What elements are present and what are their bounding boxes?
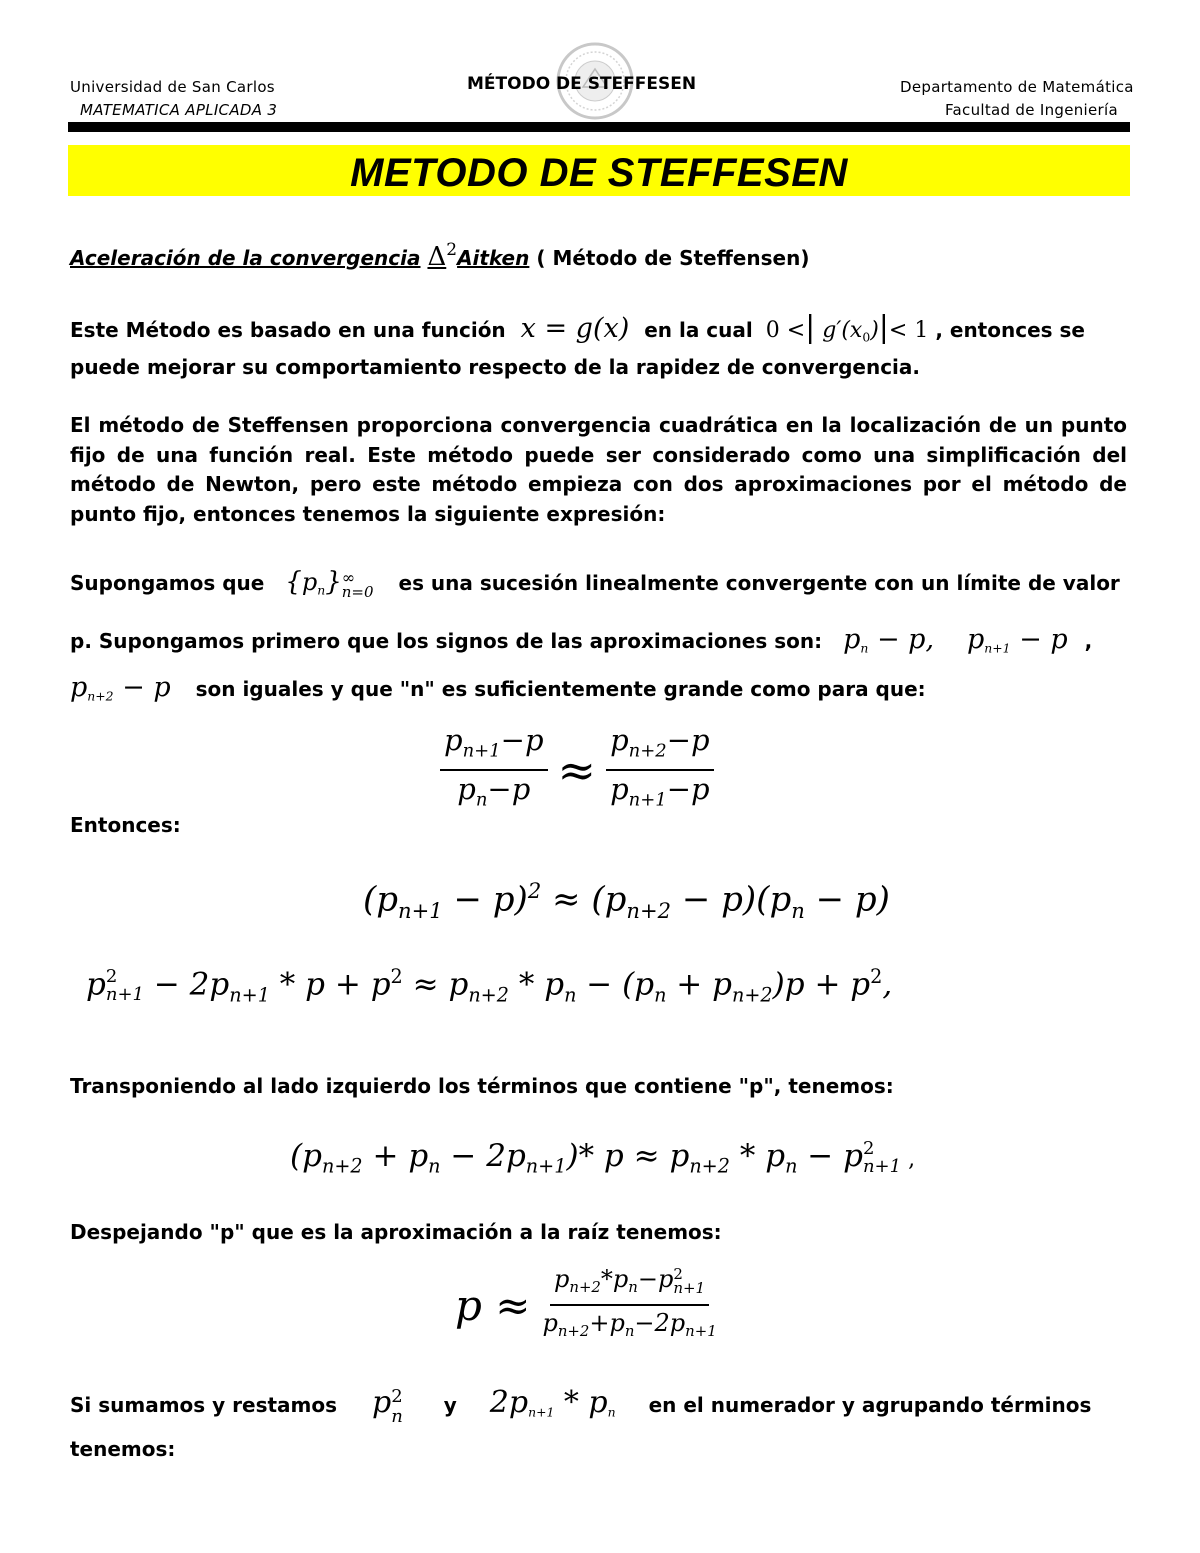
equation-transposed: $(p_{n+2} + p_n - 2p_{n+1})*$ $p \approx p_{n+2} * p_n - p$ 2 n+1 , <box>290 1137 916 1178</box>
equation-squared-approximation: $(p_{n+1} - p)^2 \approx (p_{n+2} - p)(p_n - p)$ <box>363 878 890 924</box>
paragraph-add-subtract: Si sumamos y restamos p 2 n y $2p_{n+1} * p_n$ en el numerador y agrupando términos <box>70 1385 1092 1427</box>
paragraph-sequence-line3: $p_{n+2} - p$ son iguales y que "n" es suficientemente grande como para que: <box>70 672 926 704</box>
header-university: Universidad de San Carlos <box>70 78 275 96</box>
paragraph-sequence: Supongamos que $\{p_n\}$ ∞ n=0 es una sucesión linealmente convergente con un límite de valor <box>70 567 1120 601</box>
paragraph-function-condition: Este Método es basado en una función x = g(x) en la cual 0 <| $g'(x_0)|< 1$ , entonces se <box>70 310 1085 345</box>
label-entonces: Entonces: <box>70 813 181 837</box>
header-course: MATEMATICA APLICADA 3 <box>80 101 278 119</box>
header-document-title: MÉTODO DE STEFFESEN <box>467 74 697 94</box>
paragraph-sequence-line2: p. Supongamos primero que los signos de las aproximaciones son: $p_n - p$, $p_{n+1} - p$ , <box>70 624 1093 656</box>
header-faculty: Facultad de Ingeniería <box>945 101 1118 119</box>
equation-p-solution: p ≈ $p_{n+2}*p_n-p$ 2 n+1 $p_{n+2}+p_n-2p_{n+1}$ <box>455 1262 721 1348</box>
header-rule <box>68 122 1130 132</box>
equation-expanded: p 2 n+1 − $2p_{n+1} * p + p^2 \approx p_{n+2} * p_n - (p_n + p_{n+2})p + p^2$, <box>86 965 893 1007</box>
header-department: Departamento de Matemática <box>900 78 1134 96</box>
page-title: METODO DE STEFFESEN <box>350 151 848 195</box>
title-banner <box>68 145 1130 196</box>
equation-ratio-approximation: $\frac{p_{n+1}-p}{p_n-p}$ ≈ $\frac{p_{n+2}-p}{p_{n+1}-p}$ <box>440 722 714 819</box>
paragraph-add-subtract-line2: tenemos: <box>70 1437 176 1461</box>
paragraph-function-condition-line2: puede mejorar su comportamiento respecto de la rapidez de convergencia. <box>70 355 920 379</box>
paragraph-transponiendo: Transponiendo al lado izquierdo los términos que contiene "p", tenemos: <box>70 1074 894 1098</box>
paragraph-despejando: Despejando "p" que es la aproximación a la raíz tenemos: <box>70 1220 722 1244</box>
section-subtitle: Aceleración de la convergencia $\Delta^2Aitken$ ( Método de Steffensen) <box>70 240 810 273</box>
paragraph-steffensen-description: El método de Steffensen proporciona convergencia cuadrática en la localización de un punto fijo de una función real. Este método puede ser considerado como una simplificación del método de Newton, pero este método empieza con dos aproximaciones por el método de punto fijo, entonces tenemos la siguiente expresión: <box>70 413 1127 526</box>
